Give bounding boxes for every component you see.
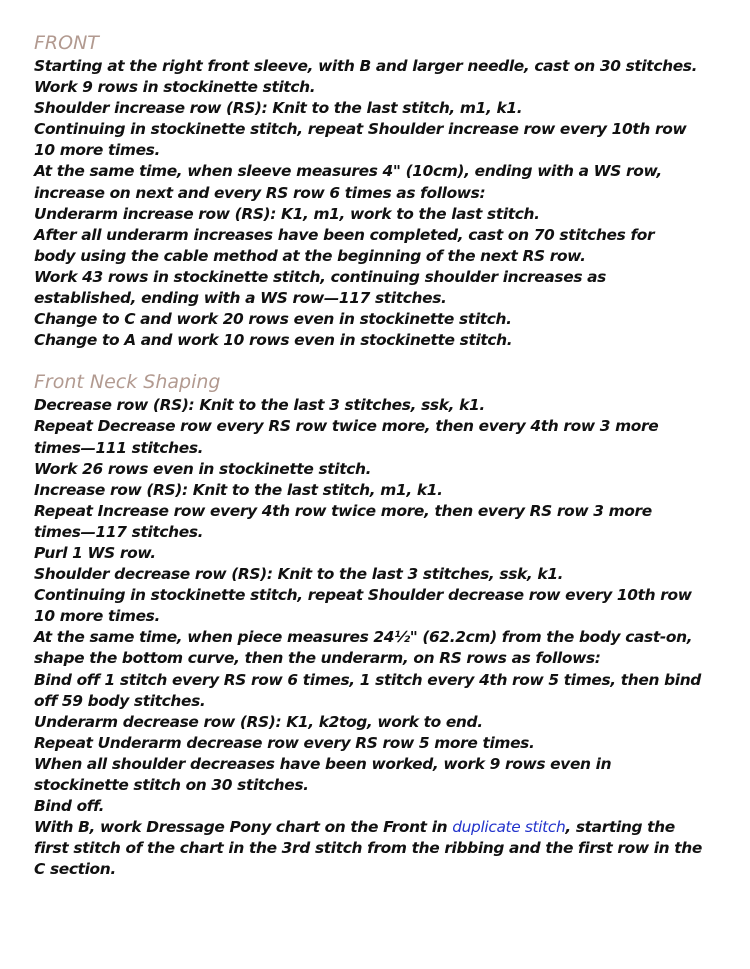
neck-line: Continuing in stockinette stitch, repeat Shoulder decrease row every 10th row	[34, 586, 692, 605]
neck-line: times—111 stitches.	[34, 438, 204, 457]
front-line: established, ending with a WS row—117 stitches.	[34, 289, 447, 308]
duplicate-stitch-link[interactable]: duplicate stitch	[452, 818, 566, 837]
neck-line: Repeat Decrease row every RS row twice more, then every 4th row 3 more	[34, 417, 659, 436]
front-line: Change to C and work 20 rows even in stockinette stitch.	[34, 310, 512, 329]
neck-line: Decrease row (RS): Knit to the last 3 stitches, ssk, k1.	[34, 396, 485, 415]
neck-line: off 59 body stitches.	[34, 691, 206, 710]
front-line: body using the cable method at the beginning of the next RS row.	[34, 246, 586, 265]
front-line: At the same time, when sleeve measures 4" (10cm), ending with a WS row,	[34, 162, 662, 181]
front-line: Work 9 rows in stockinette stitch.	[34, 78, 316, 97]
neck-line: At the same time, when piece measures 24½" (62.2cm) from the body cast-on,	[34, 628, 693, 647]
front-line: After all underarm increases have been completed, cast on 70 stitches for	[34, 225, 655, 244]
front-line: increase on next and every RS row 6 times as follows:	[34, 183, 486, 202]
neck-line: times—117 stitches.	[34, 522, 204, 541]
neck-line: 10 more times.	[34, 607, 160, 626]
neck-line: Work 26 rows even in stockinette stitch.	[34, 459, 372, 478]
front-line: Change to A and work 10 rows even in stockinette stitch.	[34, 331, 513, 350]
neck-line: Shoulder decrease row (RS): Knit to the last 3 stitches, ssk, k1.	[34, 565, 564, 584]
chart-instruction-line	[34, 817, 734, 838]
chart-instruction-end: , starting the	[565, 818, 675, 837]
neck-line: Underarm decrease row (RS): K1, k2tog, work to end.	[34, 712, 483, 731]
front-line: Shoulder increase row (RS): Knit to the last stitch, m1, k1.	[34, 99, 523, 118]
pattern-page	[34, 30, 734, 880]
neck-line: C section.	[34, 860, 116, 879]
front-section	[34, 56, 734, 351]
neck-heading: Front Neck Shaping	[34, 371, 221, 394]
neck-line: Bind off 1 stitch every RS row 6 times, 1 stitch every 4th row 5 times, then bind	[34, 670, 701, 689]
front-line: Work 43 rows in stockinette stitch, continuing shoulder increases as	[34, 267, 606, 286]
neck-section	[34, 395, 734, 880]
neck-line: Increase row (RS): Knit to the last stitch, m1, k1.	[34, 480, 443, 499]
front-line: Continuing in stockinette stitch, repeat Shoulder increase row every 10th row	[34, 120, 687, 139]
neck-line: When all shoulder decreases have been worked, work 9 rows even in	[34, 754, 612, 773]
neck-line: Repeat Underarm decrease row every RS row 5 more times.	[34, 733, 535, 752]
chart-instruction-start: With B, work Dressage Pony chart on the Front in	[34, 818, 453, 837]
front-heading: FRONT	[34, 32, 99, 54]
neck-line: shape the bottom curve, then the underarm, on RS rows as follows:	[34, 649, 601, 668]
neck-line: Purl 1 WS row.	[34, 543, 156, 562]
front-line: Starting at the right front sleeve, with B and larger needle, cast on 30 stitches.	[34, 57, 698, 75]
neck-line: stockinette stitch on 30 stitches.	[34, 776, 309, 794]
front-line: 10 more times.	[34, 141, 160, 160]
neck-line: Bind off.	[34, 797, 105, 816]
neck-line: Repeat Increase row every 4th row twice more, then every RS row 3 more	[34, 501, 652, 520]
neck-line: first stitch of the chart in the 3rd stitch from the ribbing and the first row in the	[34, 839, 702, 858]
front-line: Underarm increase row (RS): K1, m1, work to the last stitch.	[34, 204, 540, 223]
